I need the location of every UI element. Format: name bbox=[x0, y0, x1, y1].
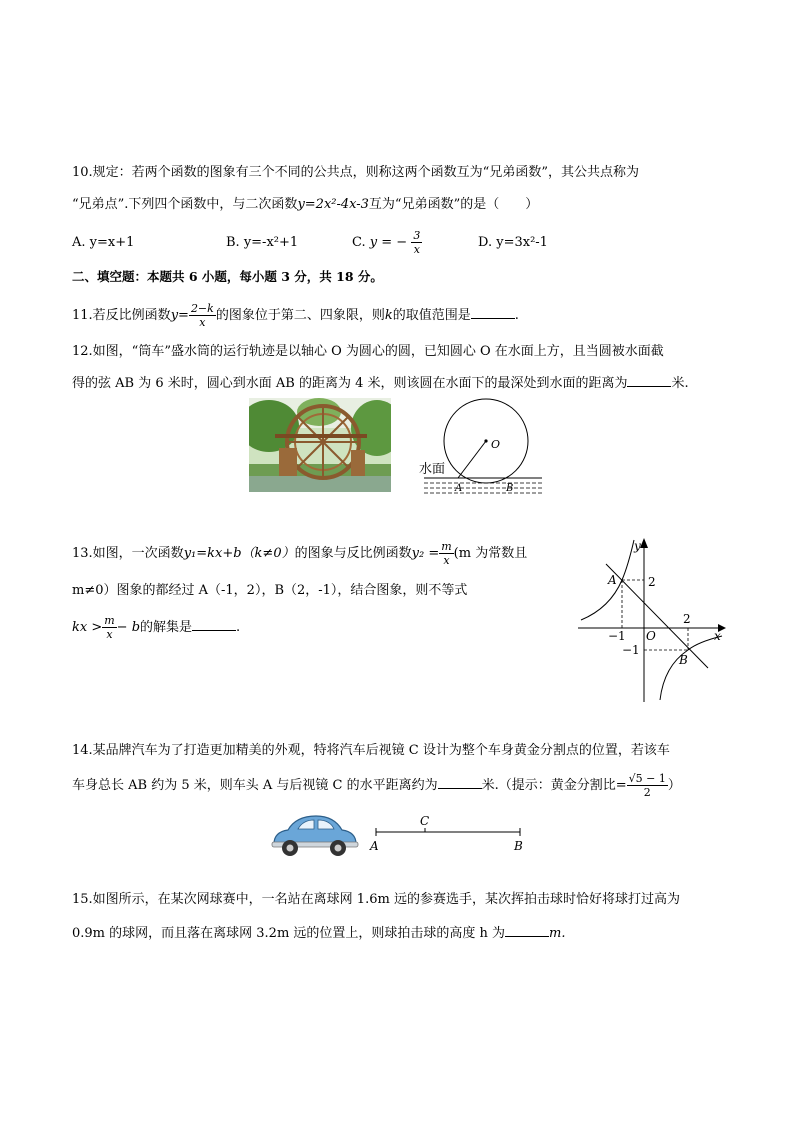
q10-line2: “兄弟点”.下列四个函数中，与二次函数y=2x²-4x-3互为“兄弟函数”的是（ ） bbox=[72, 197, 539, 212]
car-icon bbox=[270, 810, 360, 858]
q14-segment-diagram bbox=[368, 814, 528, 858]
q12-circle-diagram bbox=[416, 396, 546, 496]
q13-origin: O bbox=[646, 629, 656, 643]
q13-point-A: A bbox=[608, 573, 617, 587]
q13-function-graph bbox=[576, 536, 726, 706]
q12-label-A: A bbox=[455, 483, 463, 494]
q13-tick-x-neg1: −1 bbox=[608, 629, 626, 643]
q12-label-B: B bbox=[506, 483, 514, 494]
q11-text: 11.若反比例函数y= $\frac{2-k}{x}$ 的图象位于第二、四象限，则k的取值范围是 . bbox=[72, 302, 519, 329]
q15-line1: 15.如图所示，在某次网球赛中，一名站在离球网 1.6m 远的参赛选手，某次挥拍击球时恰好将球打过高为 bbox=[72, 892, 680, 907]
q14-answer-blank[interactable] bbox=[438, 775, 482, 789]
q10-option-d: D. y=3x²-1 bbox=[478, 235, 548, 250]
q13-tick-x-2: 2 bbox=[683, 612, 691, 626]
q14-label-B: B bbox=[514, 839, 523, 853]
q14-label-A: A bbox=[370, 839, 379, 853]
q10-option-a: A. y=x+1 bbox=[72, 235, 135, 250]
q14-line1: 14.某品牌汽车为了打造更加精美的外观，特将汽车后视镜 C 设计为整个车身黄金分割点的位置，若该车 bbox=[72, 743, 670, 758]
q13-axis-y-label: y bbox=[634, 539, 641, 553]
q15-line2: 0.9m 的球网，而且落在离球网 3.2m 远的位置上，则球拍击球的高度 h 为 m. bbox=[72, 923, 566, 943]
section-fill-blank-header: 二、填空题：本题共 6 小题，每小题 3 分，共 18 分。 bbox=[72, 269, 383, 284]
q12-label-water: 水面 bbox=[419, 462, 446, 477]
q10-option-b: B. y=-x²+1 bbox=[226, 235, 299, 250]
q13-answer-blank[interactable] bbox=[192, 617, 236, 631]
q13-axis-x-label: x bbox=[714, 629, 721, 643]
q10-option-c: C. y = − $\frac{3}{x}$ bbox=[352, 229, 421, 256]
q12-answer-blank[interactable] bbox=[627, 373, 671, 387]
waterwheel-photo bbox=[249, 398, 391, 492]
q13-line3: kx > $\frac{m}{x}$ − b的解集是 . bbox=[72, 614, 241, 641]
q13-tick-y-2: 2 bbox=[648, 575, 656, 589]
q13-line2: m≠0）图象的都经过 A（-1，2），B（2，-1），结合图象，则不等式 bbox=[72, 583, 468, 598]
q13-tick-y-neg1: −1 bbox=[622, 643, 640, 657]
q15-answer-blank[interactable] bbox=[505, 923, 549, 937]
q14-line2: 车身总长 AB 约为 5 米，则车头 A 与后视镜 C 的水平距离约为 米.（提示：黄金分割比= $\frac{√5 - 1}{2}$ ） bbox=[72, 772, 681, 799]
q13-point-B: B bbox=[679, 653, 688, 667]
q11-answer-blank[interactable] bbox=[471, 305, 515, 319]
q10-line1: 10.规定：若两个函数的图象有三个不同的公共点，则称这两个函数互为“兄弟函数”，其公共点称为 bbox=[72, 165, 639, 180]
q14-label-C: C bbox=[420, 814, 430, 828]
q12-line1: 12.如图，“筒车”盛水筒的运行轨迹是以轴心 O 为圆心的圆，已知圆心 O 在水面上方，且当圆被水面截 bbox=[72, 344, 664, 359]
q13-line1: 13.如图，一次函数y₁=kx+b（k≠0）的图象与反比例函数y₂ = $\frac{m}{x}$ (m 为常数且 bbox=[72, 540, 528, 567]
q12-label-O: O bbox=[491, 438, 501, 451]
q12-line2: 得的弦 AB 为 6 米时，圆心到水面 AB 的距离为 4 米，则该圆在水面下的最深处到水面的距离为 米. bbox=[72, 373, 689, 393]
